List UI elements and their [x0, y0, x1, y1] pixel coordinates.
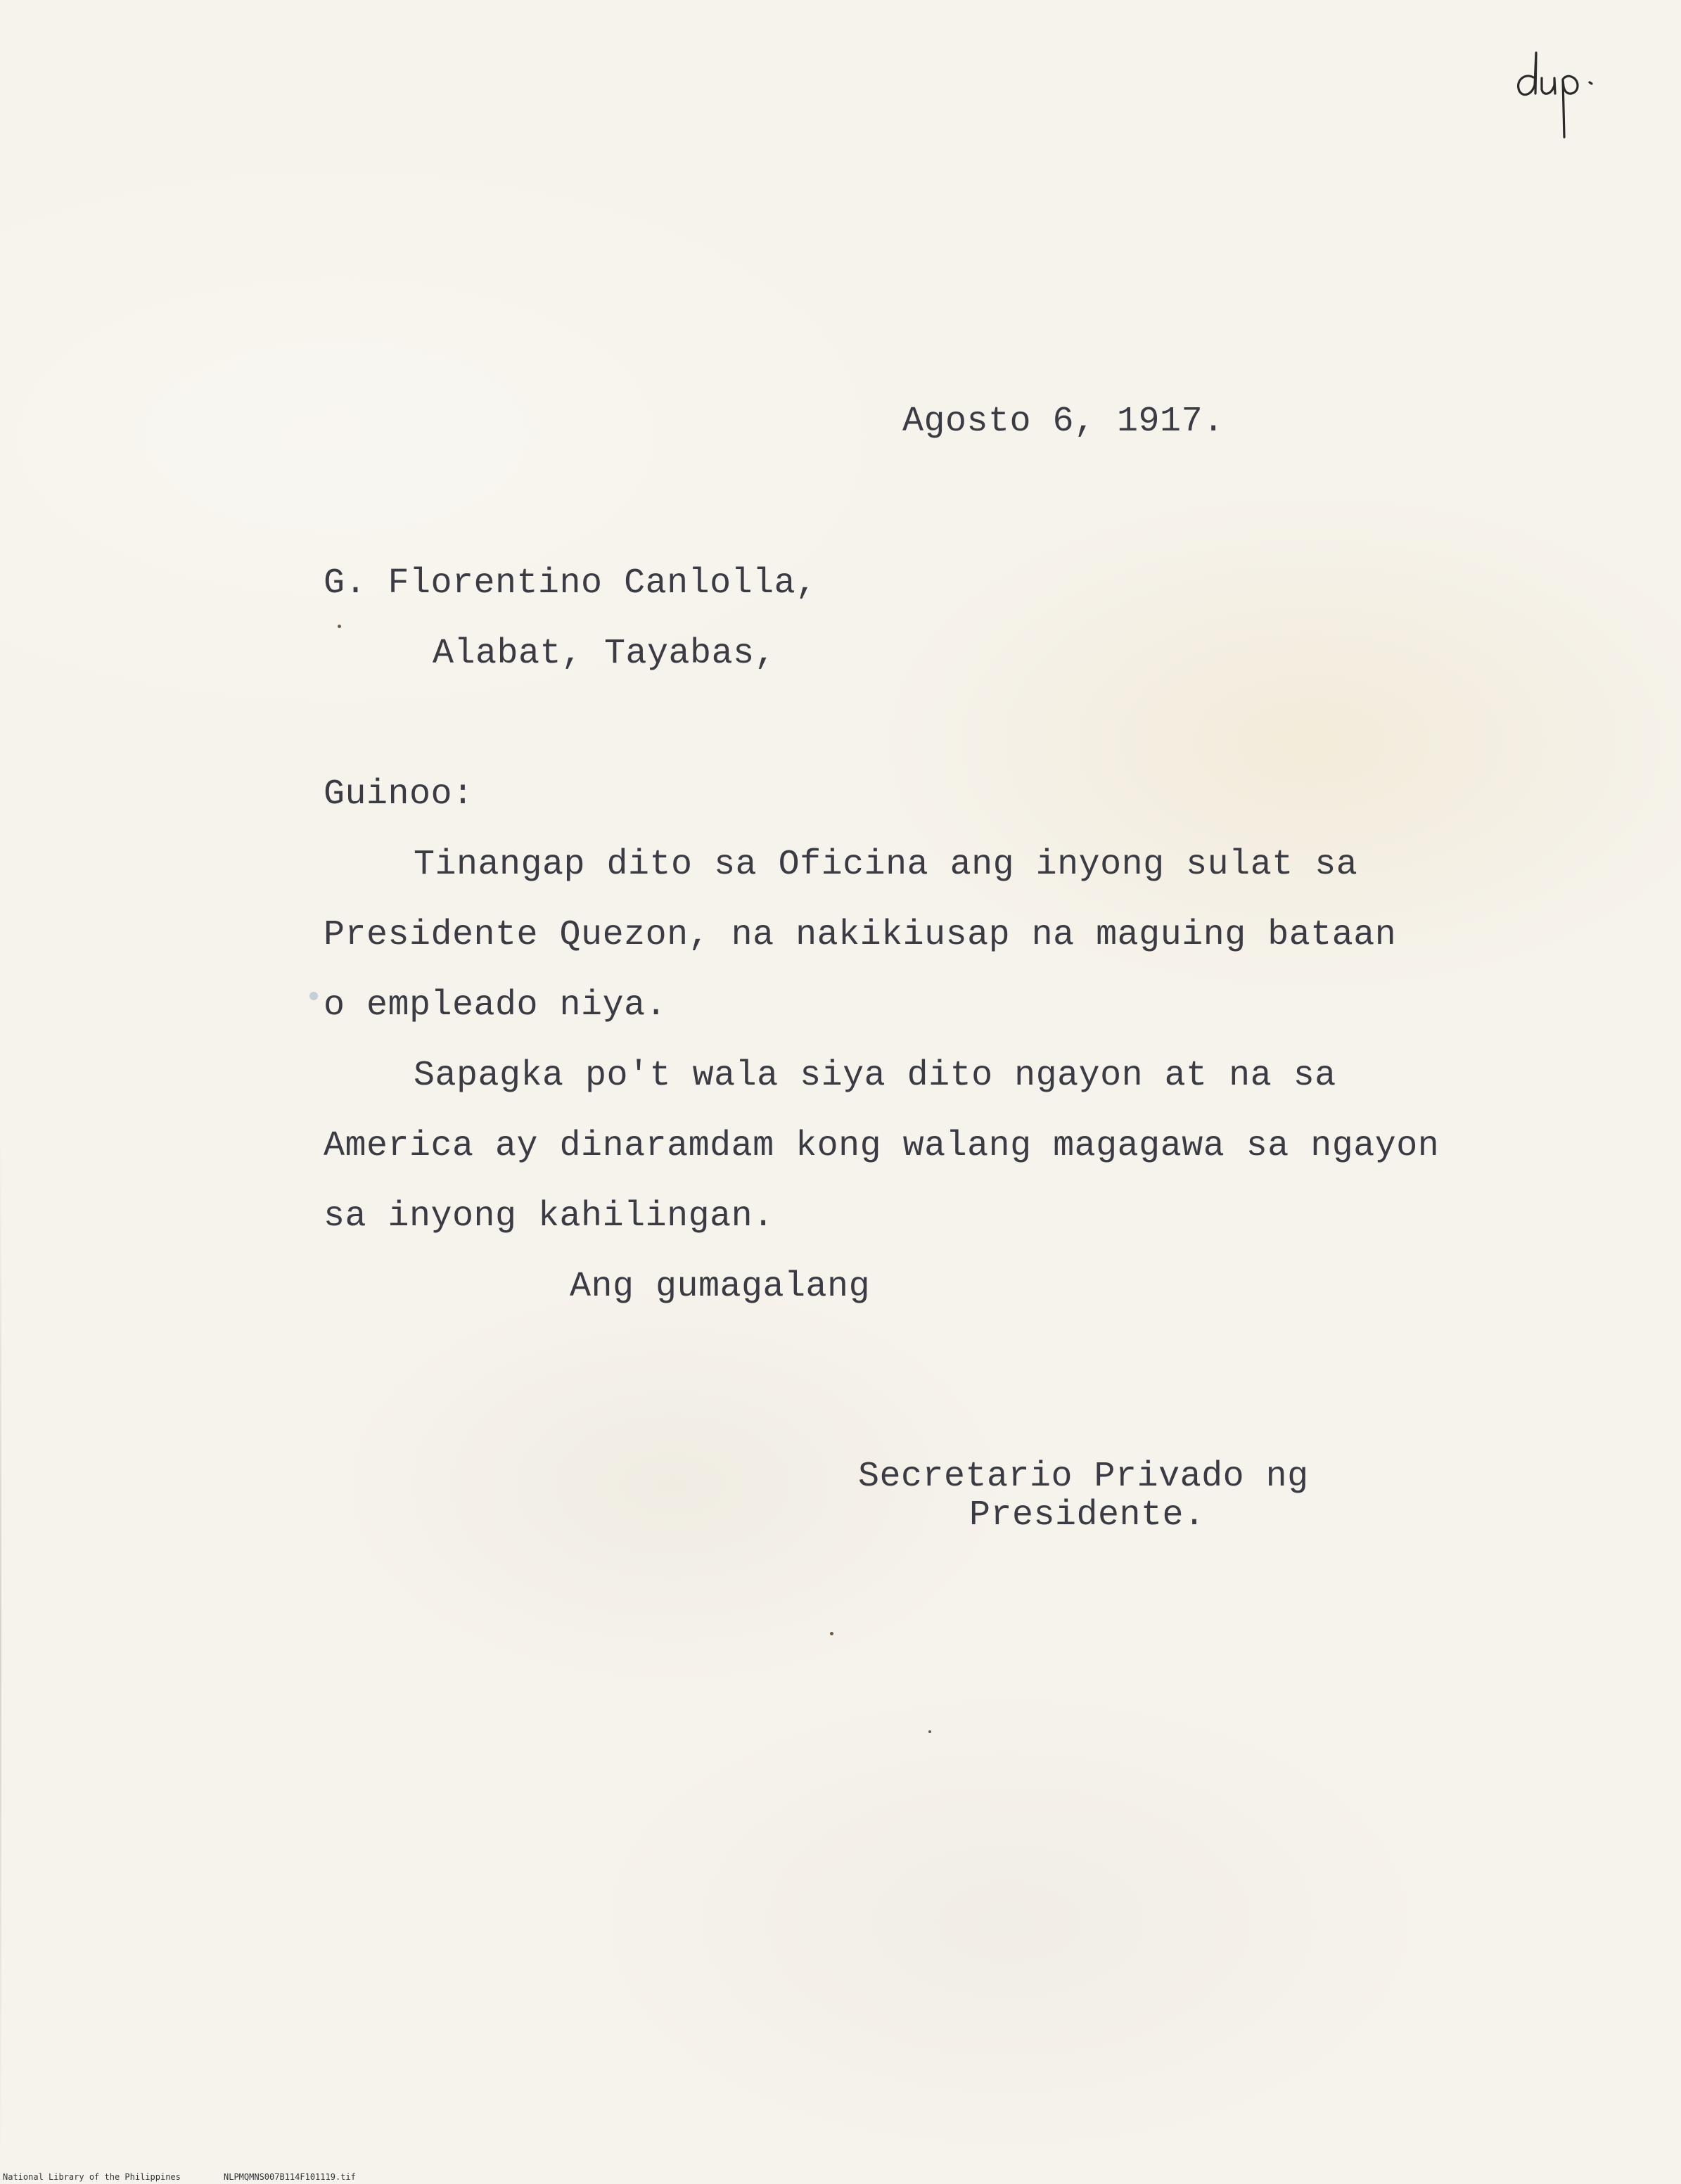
signature-title: Secretario Privado ng [858, 1457, 1309, 1497]
handwritten-dup-note [1512, 39, 1611, 144]
salutation: Guinoo: [324, 774, 474, 815]
body-line: Sapagka po't wala siya dito ngayon at na sa [414, 1056, 1336, 1096]
letter-date: Agosto 6, 1917. [902, 402, 1225, 442]
footer-filename: NLPMQMNS007B114F101119.tif [224, 2172, 356, 2182]
footer-library: National Library of the Philippines [3, 2172, 181, 2182]
closing: Ang gumagalang [570, 1267, 871, 1307]
body-line: Presidente Quezon, na nakikiusap na maguing bataan [324, 915, 1397, 955]
page-edge-shadow [0, 1125, 1, 2166]
paper-speck [830, 1632, 833, 1635]
body-line: sa inyong kahilingan. [324, 1196, 774, 1237]
recipient-name: G. Florentino Canlolla, [324, 563, 817, 604]
ink-blot [309, 992, 318, 1000]
paper-speck [928, 1730, 931, 1733]
body-line: Tinangap dito sa Oficina ang inyong sulat sa [414, 845, 1358, 885]
body-line: America ay dinaramdam kong walang magagawa sa ngayon [324, 1126, 1440, 1166]
signature-title-cont: Presidente. [969, 1495, 1206, 1535]
recipient-address: Alabat, Tayabas, [433, 634, 776, 674]
body-line: o empleado niya. [324, 985, 667, 1026]
paper-speck [338, 625, 341, 628]
